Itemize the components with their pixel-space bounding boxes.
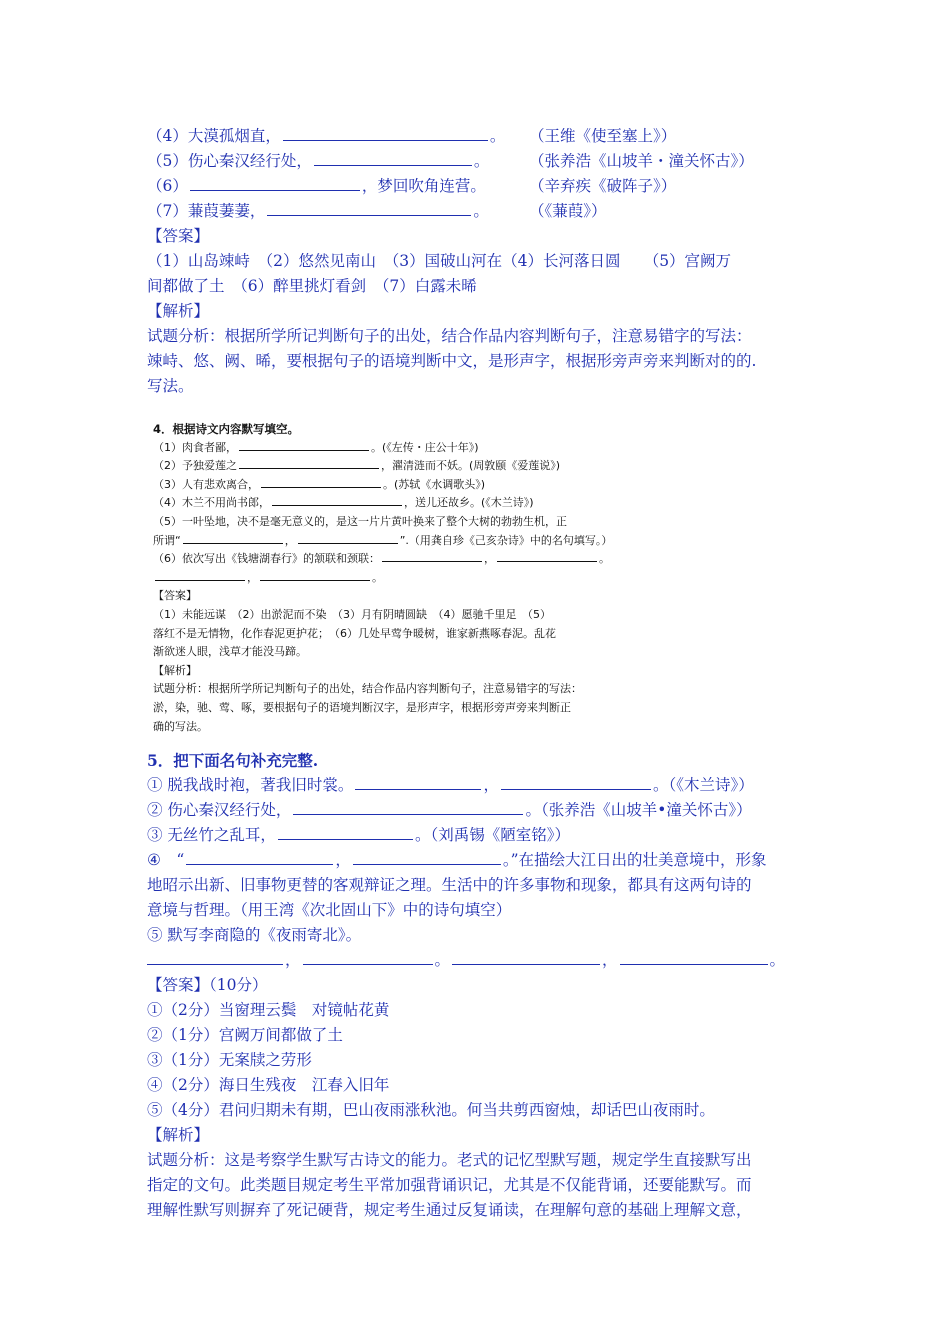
blank-line bbox=[501, 773, 651, 790]
line-pre: 伤心秦汉经行处， bbox=[187, 152, 312, 170]
analysis-label: 【解析】 bbox=[147, 302, 210, 320]
answer-text: ④（2分）海日生残夜 江春入旧年 bbox=[147, 1076, 390, 1094]
blank-line bbox=[355, 773, 481, 790]
blank-line bbox=[293, 798, 523, 815]
blank-line bbox=[272, 494, 402, 506]
item-pre: ④ “ bbox=[147, 851, 185, 869]
blank-line bbox=[353, 848, 501, 865]
item-pre: 予独爱莲之 bbox=[182, 459, 237, 473]
blank-line bbox=[314, 149, 472, 166]
item-num: （4） bbox=[153, 496, 182, 510]
blank-line bbox=[239, 439, 369, 451]
question-text: 意境与哲理。（用王湾《次北固山下》中的诗句填空） bbox=[147, 901, 512, 919]
item-post: ”.（用龚自珍《己亥杂诗》中的名句填写。） bbox=[399, 533, 613, 547]
line-source: （张养浩《山坡羊・潼关怀古》） bbox=[529, 152, 754, 170]
analysis-text bbox=[147, 349, 817, 374]
blank-line bbox=[303, 948, 433, 965]
question-item bbox=[153, 439, 643, 458]
answer-text: 落红不是无情物，化作春泥更护花； （6）几处早莺争暖树，谁家新燕啄春泥。乱花 bbox=[153, 626, 556, 640]
line-post: 。 bbox=[473, 152, 490, 170]
analysis-text: 确的写法。 bbox=[153, 719, 208, 733]
answer-text: （1）山岛竦峙 （2）悠然见南山 （3）国破山河在（4）长河落日圆 （5）宫阙万 bbox=[147, 252, 732, 270]
blank-line bbox=[260, 569, 370, 581]
analysis-text: 试题分析：根据所学所记判断句子的出处，结合作品内容判断句子，注意易错字的写法： bbox=[153, 682, 582, 696]
line-source: （辛弃疾《破阵子》） bbox=[529, 177, 677, 195]
question-title: 5．把下面名句补充完整. bbox=[147, 751, 319, 770]
blank-line bbox=[497, 550, 597, 562]
blank-line bbox=[283, 124, 488, 141]
item-sep: 。 bbox=[769, 951, 786, 969]
section-top bbox=[147, 124, 817, 399]
blank-line bbox=[298, 532, 398, 544]
blank-line bbox=[452, 948, 600, 965]
item-pre: 木兰不用尚书郎， bbox=[182, 496, 270, 510]
answer-text: ⑤（4分）君问归期未有期，巴山夜雨涨秋池。何当共剪西窗烛，却话巴山夜雨时。 bbox=[147, 1101, 715, 1119]
item-pre: （6）依次写出《钱塘湖春行》的颔联和颈联： bbox=[153, 552, 380, 566]
item-sep: ， bbox=[483, 776, 499, 794]
question-item bbox=[153, 569, 643, 588]
answer-label: 【答案】 bbox=[153, 589, 197, 603]
analysis-label: 【解析】 bbox=[153, 663, 197, 677]
question-title: 4．根据诗文内容默写填空。 bbox=[153, 422, 300, 436]
question-item bbox=[153, 494, 643, 513]
item-end: 。 bbox=[599, 552, 610, 566]
item-pre: 人有悲欢离合， bbox=[182, 477, 259, 491]
line-source: （《蒹葭》） bbox=[529, 202, 607, 220]
line-num: （7） bbox=[147, 202, 188, 220]
blank-line bbox=[183, 532, 283, 544]
analysis-text-part: 竦峙、悠、阙、晞，要根据句子的语境判断中文，是形声字，根据形旁声旁来判断对的的 bbox=[147, 352, 752, 370]
embedded-question-image bbox=[153, 420, 643, 736]
line-post: 。 bbox=[489, 127, 506, 145]
line-post: 。 bbox=[473, 202, 489, 220]
line-source: （王维《使至塞上》） bbox=[529, 127, 677, 145]
blank-line bbox=[261, 476, 381, 488]
analysis-text: 淤，染，驰、莺、啄，要根据句子的语境判断汉字，是形声字，根据形旁声旁来判断正 bbox=[153, 700, 571, 714]
item-post: 。(《左传・庄公十年》) bbox=[371, 440, 479, 454]
blank-line bbox=[620, 948, 768, 965]
blank-line bbox=[155, 569, 245, 581]
item-sep: ， bbox=[285, 951, 301, 969]
item-post: 。”在描绘大江日出的壮美意境中，形象 bbox=[502, 851, 767, 869]
item-sep: ， bbox=[284, 533, 296, 547]
item-post: 。（刘禹锡《陋室铭》） bbox=[414, 826, 570, 844]
line-post: ，梦回吹角连营。 bbox=[361, 177, 486, 195]
item-sep: ， bbox=[247, 570, 258, 584]
question-item bbox=[147, 948, 817, 973]
question-item bbox=[153, 476, 643, 495]
item-post: 。（《木兰诗》） bbox=[652, 776, 754, 794]
question-item bbox=[153, 550, 643, 569]
item-sep: ， bbox=[484, 552, 495, 566]
question-line bbox=[147, 174, 817, 199]
blank-line bbox=[382, 550, 482, 562]
item-pre: ① 脱我战时袍，著我旧时裳。 bbox=[147, 776, 354, 794]
blank-line bbox=[147, 948, 283, 965]
question-item bbox=[153, 457, 643, 476]
item-post: ，濯清涟而不妖。(周敦颐《爱莲说》) bbox=[381, 459, 561, 473]
answer-label: 【答案】 bbox=[147, 227, 210, 245]
blank-line bbox=[239, 457, 379, 469]
line-pre: 大漠孤烟直， bbox=[187, 127, 281, 145]
question-line bbox=[147, 199, 817, 224]
blank-line bbox=[267, 199, 471, 216]
question-line bbox=[147, 149, 817, 174]
line-num: （5） bbox=[147, 152, 188, 170]
question-item bbox=[147, 848, 817, 873]
answer-label: 【答案】（10分） bbox=[147, 976, 268, 994]
item-pre: 所谓“ bbox=[153, 533, 181, 547]
item-sep: ， bbox=[335, 851, 351, 869]
question-text: 地昭示出新、旧事物更替的客观辩证之理。生活中的许多事物和现象，都具有这两句诗的 bbox=[147, 876, 752, 894]
answer-text: 间都做了土 （6）醉里挑灯看剑 （7）白露未晞 bbox=[147, 277, 477, 295]
analysis-text: 试题分析：根据所学所记判断句子的出处，结合作品内容判断句子，注意易错字的写法： bbox=[147, 327, 752, 345]
item-num: （3） bbox=[153, 477, 182, 491]
item-num: （2） bbox=[153, 459, 182, 473]
line-num: （6） bbox=[147, 177, 188, 195]
line-num: （4） bbox=[147, 127, 188, 145]
blank-line bbox=[278, 823, 413, 840]
analysis-text: 理解性默写则摒弃了死记硬背，规定考生通过反复诵读，在理解句意的基础上理解文意， bbox=[147, 1201, 752, 1219]
question-item bbox=[147, 798, 817, 823]
analysis-dot: . bbox=[751, 352, 757, 370]
blank-line bbox=[186, 848, 333, 865]
analysis-text: 写法。 bbox=[147, 377, 194, 395]
item-num: （1） bbox=[153, 440, 182, 454]
answer-text: （1）未能远谋 （2）出淤泥而不染 （3）月有阴晴圆缺 （4）愿驰千里足 （5） bbox=[153, 607, 551, 621]
item-end: 。 bbox=[372, 570, 383, 584]
item-post: 。(苏轼《水调歌头》) bbox=[383, 477, 486, 491]
item-pre: ③ 无丝竹之乱耳， bbox=[147, 826, 276, 844]
analysis-text: 指定的文句。此类题目规定考生平常加强背诵识记，尤其是不仅能背诵，还要能默写。而 bbox=[147, 1176, 752, 1194]
item-sep: ， bbox=[602, 951, 618, 969]
answer-text: ①（2分）当窗理云鬓 对镜帖花黄 bbox=[147, 1001, 390, 1019]
question-text: ⑤ 默写李商隐的《夜雨寄北》。 bbox=[147, 926, 362, 944]
analysis-text: 试题分析：这是考察学生默写古诗文的能力。老式的记忆型默写题，规定学生直接默写出 bbox=[147, 1151, 752, 1169]
analysis-label: 【解析】 bbox=[147, 1126, 210, 1144]
answer-text: ②（1分）宫阙万间都做了土 bbox=[147, 1026, 343, 1044]
answer-text: 渐欲迷人眼，浅草才能没马蹄。 bbox=[153, 645, 307, 659]
line-pre: 蒹葭萋萋， bbox=[187, 202, 266, 220]
question-item: （5）一叶坠地，决不是毫无意义的，是这一片片黄叶换来了整个大树的勃勃生机，正 bbox=[153, 514, 567, 528]
item-pre: ② 伤心秦汉经行处， bbox=[147, 801, 292, 819]
item-sep: 。 bbox=[434, 951, 451, 969]
item-post: ，送儿还故乡。(《木兰诗》) bbox=[404, 496, 534, 510]
blank-line bbox=[190, 174, 360, 191]
question-line bbox=[147, 124, 817, 149]
section-5 bbox=[147, 748, 817, 1223]
item-post: 。（张养浩《山坡羊•潼关怀古》） bbox=[525, 801, 752, 819]
question-item bbox=[153, 532, 643, 551]
question-item bbox=[147, 773, 817, 798]
answer-text: ③（1分）无案牍之劳形 bbox=[147, 1051, 312, 1069]
item-pre: 肉食者鄙， bbox=[182, 440, 237, 454]
question-item bbox=[147, 823, 817, 848]
